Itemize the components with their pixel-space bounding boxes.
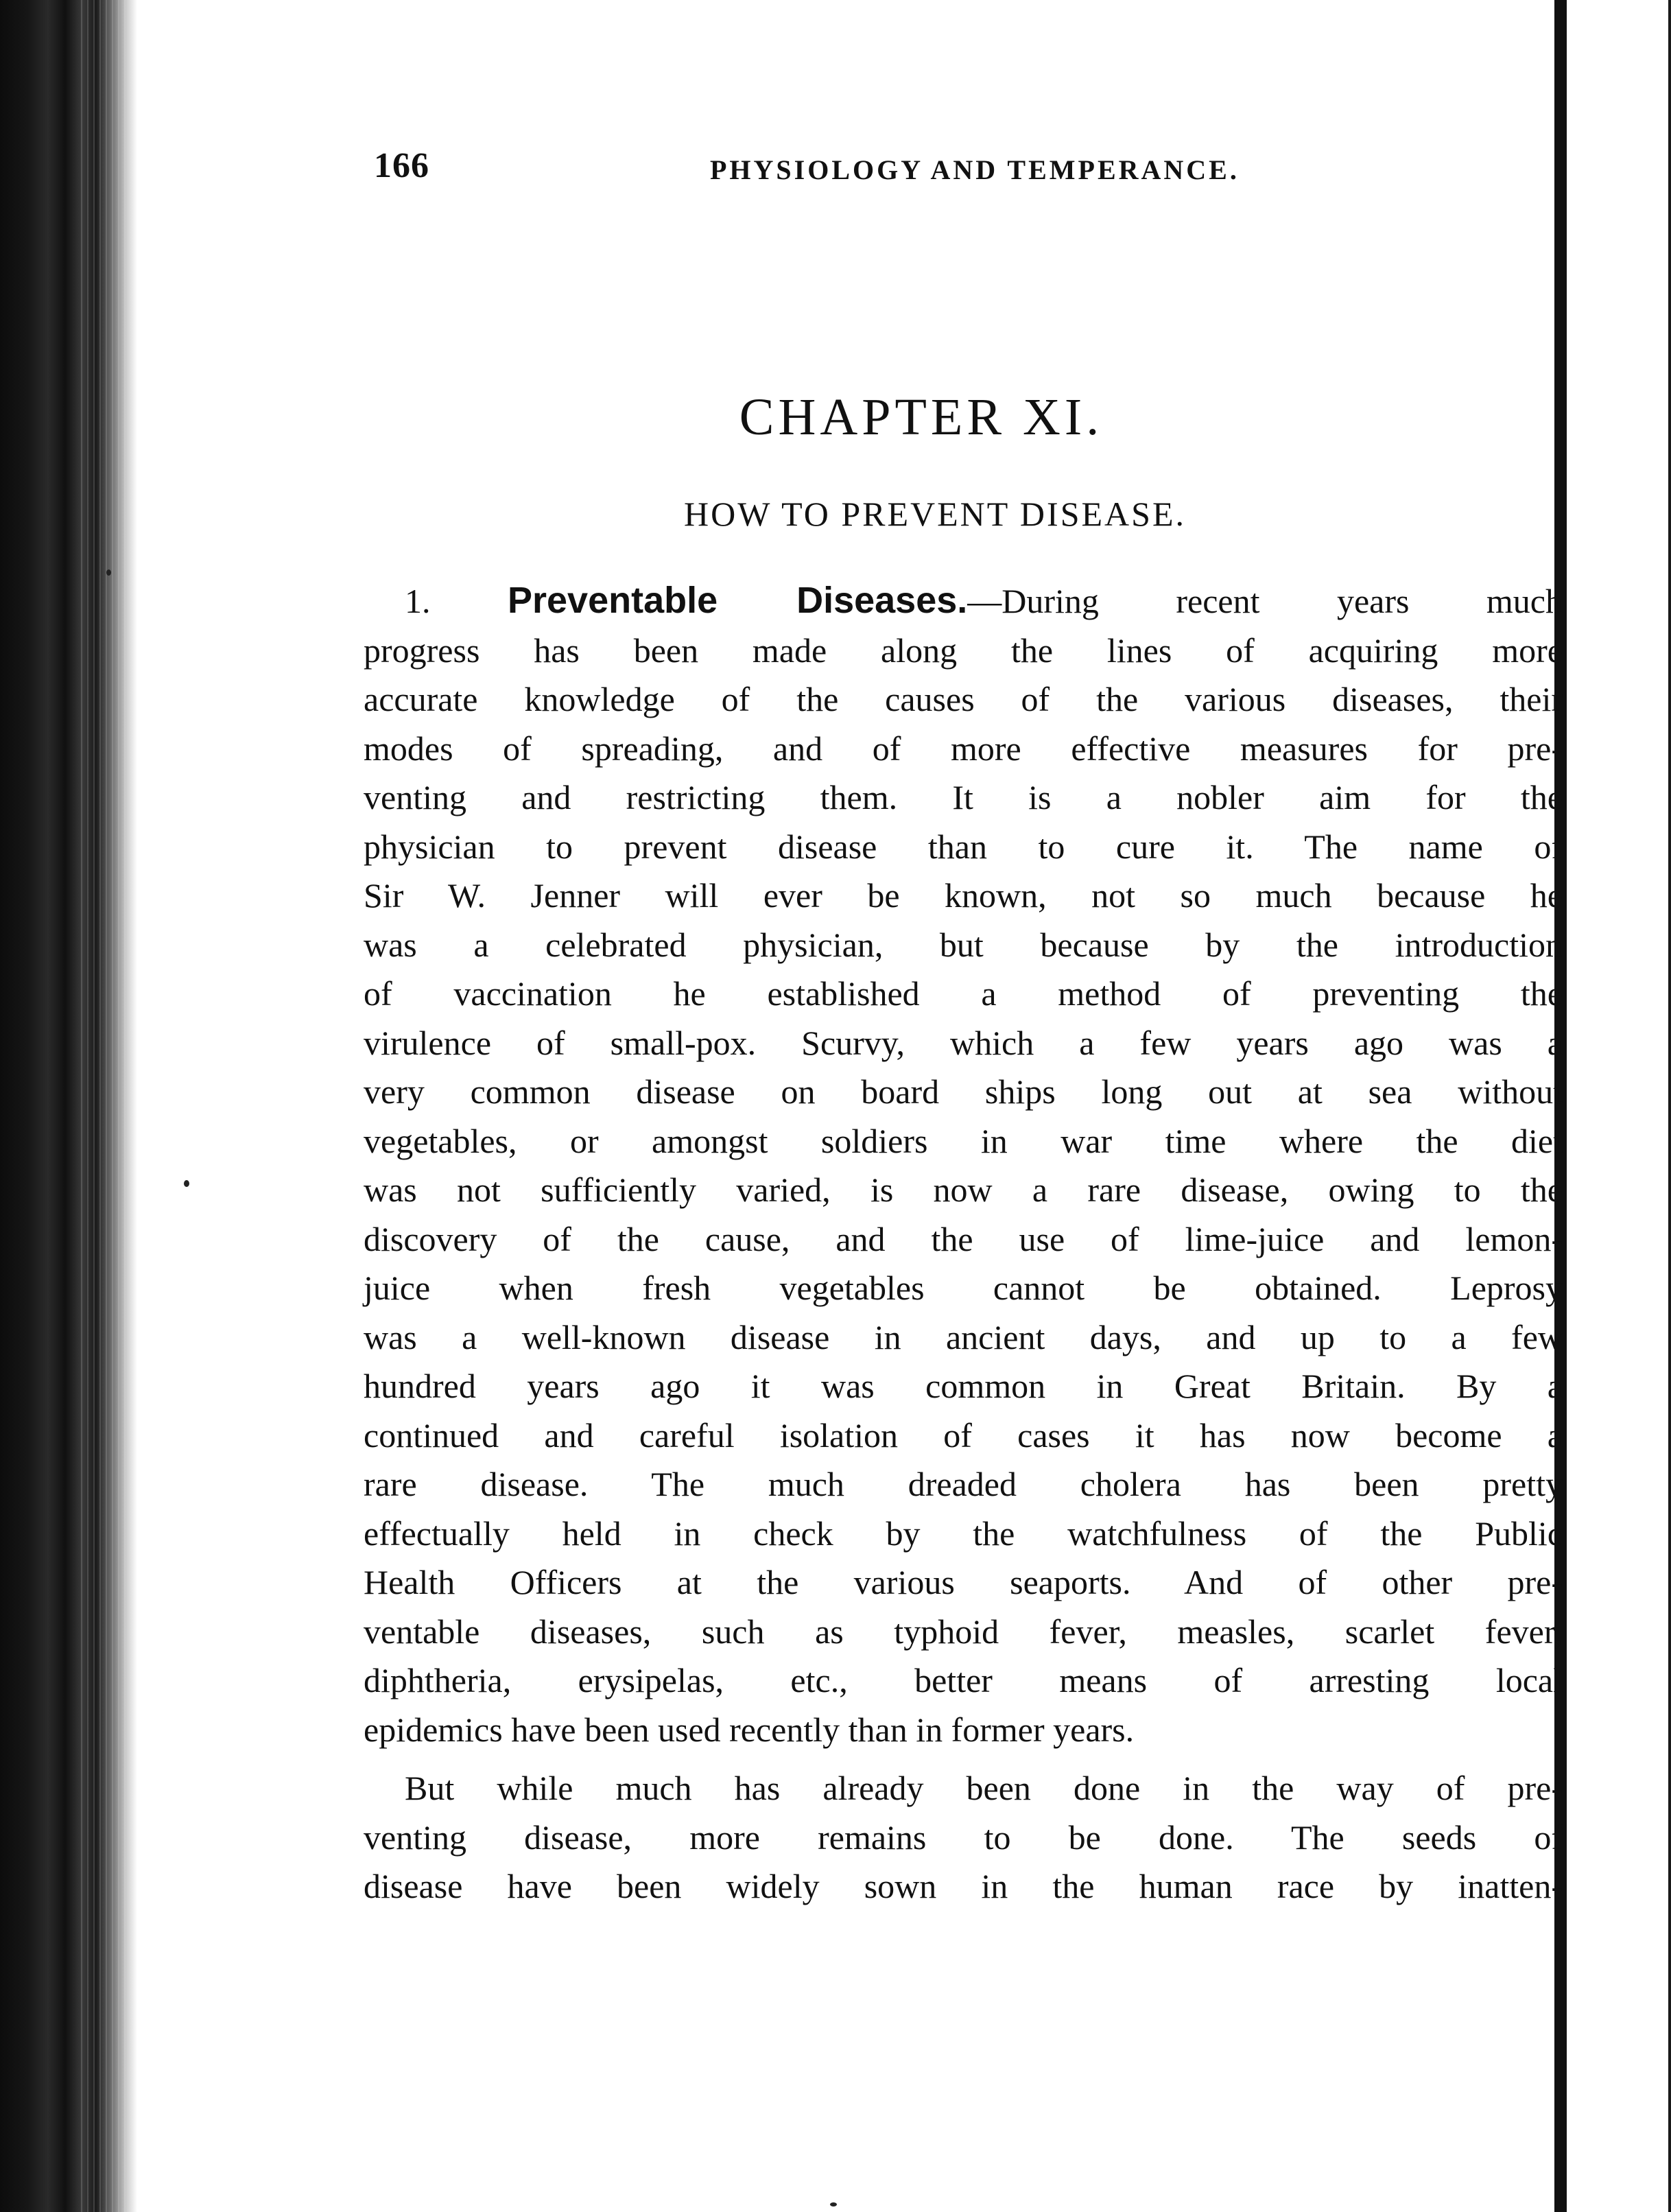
paragraph-line: vegetables, or amongst soldiers in war time where the diet: [364, 1121, 1563, 1160]
paragraph-line: effectually held in check by the watchfulness of the Public: [364, 1514, 1563, 1553]
section-number: 1.: [405, 582, 431, 620]
chapter-heading: CHAPTER XI.: [739, 388, 1104, 446]
book-page: [137, 0, 1563, 2212]
paragraph-line: diphtheria, erysipelas, etc., better means of arresting local: [364, 1661, 1563, 1699]
paragraph-line: epidemics have been used recently than in former years.: [364, 1710, 1135, 1749]
paragraph-line: discovery of the cause, and the use of lime-juice and lemon-: [364, 1219, 1563, 1258]
paragraph-line: rare disease. The much dreaded cholera has been pretty: [364, 1465, 1563, 1503]
running-title: PHYSIOLOGY AND TEMPERANCE.: [710, 154, 1240, 185]
paragraph-line: juice when fresh vegetables cannot be obtained. Leprosy: [364, 1269, 1563, 1307]
binding-texture: [81, 0, 129, 2212]
paragraph-line: of vaccination he established a method of preventing the: [364, 974, 1563, 1013]
body-text: [364, 576, 1563, 1911]
scan-speck: [830, 2202, 837, 2207]
section-title: Preventable Diseases.: [507, 580, 968, 621]
chapter-subtitle: HOW TO PREVENT DISEASE.: [683, 495, 1186, 533]
fore-edge-border: [1668, 0, 1671, 2212]
paragraph-line: was a celebrated physician, but because by the introduction: [364, 925, 1563, 964]
paragraph-line: continued and careful isolation of cases it has now become a: [364, 1415, 1563, 1455]
paragraph-line: venting and restricting them. It is a nobler aim for the: [364, 778, 1563, 816]
paragraph-line: Health Officers at the various seaports. And of other pre-: [364, 1563, 1563, 1601]
paragraph-line: was a well-known disease in ancient days, and up to a few: [364, 1317, 1563, 1356]
paragraph-line: [364, 576, 1563, 626]
paragraph-line: virulence of small-pox. Scurvy, which a few years ago was a: [364, 1023, 1563, 1062]
paragraph-line: venting disease, more remains to be done. The seeds of: [364, 1817, 1563, 1857]
scan-speck: [106, 569, 111, 576]
running-head: [374, 145, 1417, 193]
paragraph-line: disease have been widely sown in the human race by inatten-: [364, 1867, 1563, 1905]
paragraph-line: progress has been made along the lines of acquiring more: [364, 631, 1563, 670]
paragraph-line: very common disease on board ships long out at sea without: [364, 1072, 1563, 1111]
paragraph-line: modes of spreading, and of more effective measures for pre-: [364, 729, 1563, 768]
paragraph-line: hundred years ago it was common in Great Britain. By a: [364, 1367, 1563, 1405]
fore-edge: [1554, 0, 1671, 2212]
paragraph-1: [364, 576, 1563, 1754]
paragraph-line: physician to prevent disease than to cure it. The name of: [364, 827, 1563, 866]
page-number: 166: [374, 146, 429, 185]
paragraph-line: accurate knowledge of the causes of the various diseases, their: [364, 680, 1563, 718]
paragraph-line: Sir W. Jenner will ever be known, not so much because he: [364, 876, 1563, 915]
paragraph-line: ventable diseases, such as typhoid fever, measles, scarlet fever,: [364, 1612, 1563, 1651]
paragraph-line: was not sufficiently varied, is now a rare disease, owing to the: [364, 1170, 1563, 1209]
paragraph-line: But while much has already been done in the way of pre-: [405, 1769, 1563, 1807]
line-text: —During recent years much: [967, 582, 1563, 620]
paragraph-2: [364, 1764, 1563, 1911]
scan-speck: [184, 1180, 189, 1187]
